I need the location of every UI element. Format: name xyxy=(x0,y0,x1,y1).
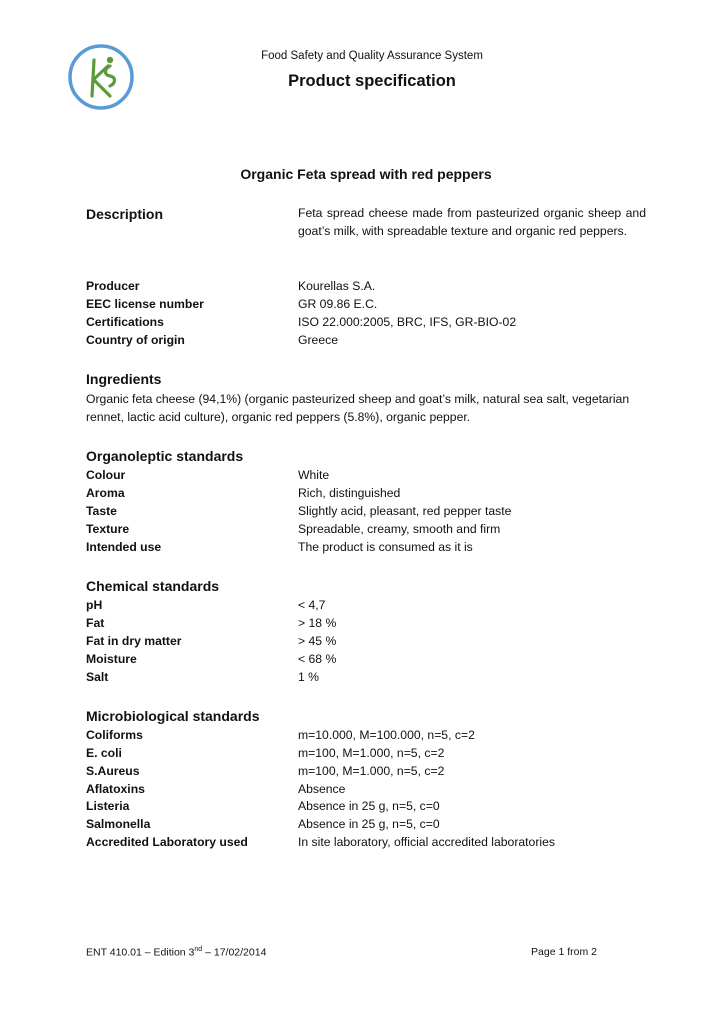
info-value: Greece xyxy=(298,333,338,347)
microbiological-heading: Microbiological standards xyxy=(86,708,260,724)
footer-document-code xyxy=(86,946,266,959)
footer-edition-suffix: nd xyxy=(194,946,203,953)
standard-value: The product is consumed as it is xyxy=(298,540,473,554)
standard-value: m=10.000, M=100.000, n=5, c=2 xyxy=(298,728,475,742)
organoleptic-heading: Organoleptic standards xyxy=(86,448,244,464)
standard-value: Rich, distinguished xyxy=(298,486,401,500)
standard-label: Salt xyxy=(86,670,109,684)
microbiological-row xyxy=(86,815,646,833)
organoleptic-row xyxy=(86,502,646,520)
standard-label: Texture xyxy=(86,522,130,536)
microbiological-row xyxy=(86,797,646,815)
standard-label: Fat xyxy=(86,616,105,630)
standard-value: In site laboratory, official accredited laboratories xyxy=(298,835,555,849)
standard-label: Taste xyxy=(86,504,117,518)
standard-value: < 4,7 xyxy=(298,598,326,612)
info-label: Certifications xyxy=(86,315,164,329)
info-label: Producer xyxy=(86,279,140,293)
info-value: ISO 22.000:2005, BRC, IFS, GR-BIO-02 xyxy=(298,315,517,329)
standard-label: Colour xyxy=(86,468,126,482)
standard-label: Aflatoxins xyxy=(86,782,145,796)
microbiological-row xyxy=(86,780,646,798)
system-title: Food Safety and Quality Assurance System xyxy=(261,50,483,62)
info-label: EEC license number xyxy=(86,297,204,311)
standard-label: Fat in dry matter xyxy=(86,634,182,648)
microbiological-row xyxy=(86,726,646,744)
standard-label: Coliforms xyxy=(86,728,143,742)
standard-value: Absence in 25 g, n=5, c=0 xyxy=(298,799,440,813)
chemical-row xyxy=(86,668,646,686)
info-row-producer xyxy=(86,277,646,295)
standard-label: Intended use xyxy=(86,540,162,554)
ingredients-text: Organic feta cheese (94,1%) (organic pasteurized sheep and goat’s milk, natural sea salt, vegetarian rennet, lactic acid culture), organic red peppers (5.8%), organic pepper. xyxy=(86,392,630,424)
standard-value: < 68 % xyxy=(298,652,337,666)
chemical-heading: Chemical standards xyxy=(86,578,220,594)
organoleptic-row xyxy=(86,466,646,484)
ingredients-heading: Ingredients xyxy=(86,371,162,387)
standard-label: Accredited Laboratory used xyxy=(86,835,248,849)
organoleptic-row xyxy=(86,520,646,538)
chemical-row xyxy=(86,632,646,650)
standard-label: Salmonella xyxy=(86,817,151,831)
footer-page-number: Page 1 from 2 xyxy=(531,946,597,958)
standard-label: E. coli xyxy=(86,746,122,760)
standard-label: Aroma xyxy=(86,486,125,500)
info-row-certifications xyxy=(86,313,646,331)
standard-label: Moisture xyxy=(86,652,137,666)
standard-value: Spreadable, creamy, smooth and firm xyxy=(298,522,501,536)
product-name: Organic Feta spread with red peppers xyxy=(240,166,492,182)
standard-label: pH xyxy=(86,598,103,612)
standard-value: m=100, M=1.000, n=5, c=2 xyxy=(298,764,445,778)
footer-code: ENT 410.01 – Edition 3 xyxy=(86,946,195,959)
organoleptic-row xyxy=(86,484,646,502)
microbiological-row xyxy=(86,744,646,762)
document-title: Product specification xyxy=(288,72,456,90)
standard-value: White xyxy=(298,468,330,482)
standard-label: Listeria xyxy=(86,799,130,813)
description-heading: Description xyxy=(86,206,164,222)
standard-value: Absence xyxy=(298,782,346,796)
info-row-license xyxy=(86,295,646,313)
standard-label: S.Aureus xyxy=(86,764,140,778)
info-label: Country of origin xyxy=(86,333,185,347)
standard-value: m=100, M=1.000, n=5, c=2 xyxy=(298,746,445,760)
description-text: Feta spread cheese made from pasteurized organic sheep and goat’s milk, with spreadable texture and organic red peppers. xyxy=(298,206,646,238)
standard-value: 1 % xyxy=(298,670,320,684)
standard-value: > 18 % xyxy=(298,616,337,630)
chemical-row xyxy=(86,596,646,614)
info-value: Kourellas S.A. xyxy=(298,279,376,293)
chemical-row xyxy=(86,650,646,668)
organoleptic-row xyxy=(86,538,646,556)
microbiological-row xyxy=(86,833,646,851)
footer-date: – 17/02/2014 xyxy=(202,946,267,959)
chemical-row xyxy=(86,614,646,632)
standard-value: Slightly acid, pleasant, red pepper taste xyxy=(298,504,512,518)
info-value: GR 09.86 E.C. xyxy=(298,297,378,311)
standard-value: Absence in 25 g, n=5, c=0 xyxy=(298,817,440,831)
microbiological-row xyxy=(86,762,646,780)
info-row-country xyxy=(86,331,646,349)
standard-value: > 45 % xyxy=(298,634,337,648)
